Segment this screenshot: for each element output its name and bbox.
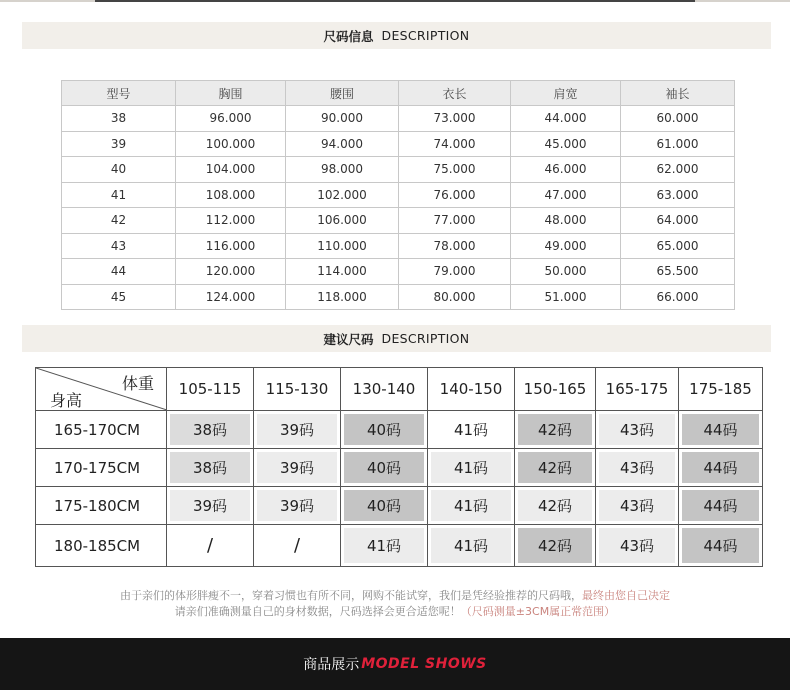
recommended-size	[431, 414, 511, 445]
recommend-cell	[167, 487, 254, 525]
recommend-cell	[515, 487, 596, 525]
size-table-cell: 116.000	[176, 233, 286, 259]
size-table-cell: 102.000	[286, 182, 399, 208]
size-label: 42码	[537, 537, 573, 555]
note-line-1	[0, 587, 790, 603]
size-label: 38码	[192, 459, 228, 477]
recommend-row	[36, 449, 763, 487]
size-table-cell: 74.000	[399, 131, 511, 157]
recommended-size	[344, 414, 424, 445]
size-table-header: 肩宽	[511, 81, 621, 106]
size-table-cell: 65.500	[621, 259, 735, 285]
height-range: 170-175CM	[36, 449, 167, 487]
recommended-size	[599, 414, 675, 445]
size-table-header: 腰围	[286, 81, 399, 106]
size-table	[61, 80, 735, 310]
size-table-cell: 90.000	[286, 106, 399, 132]
recommend-cell	[596, 449, 679, 487]
recommended-size	[344, 490, 424, 521]
size-label: 40码	[366, 421, 402, 439]
size-table-header: 胸围	[176, 81, 286, 106]
size-table-cell: 124.000	[176, 284, 286, 310]
weight-range: 140-150	[428, 368, 515, 411]
recommended-size	[257, 414, 337, 445]
size-table-cell: 45	[62, 284, 176, 310]
recommended-size	[257, 452, 337, 483]
size-table-cell: 46.000	[511, 157, 621, 183]
size-table-cell: 73.000	[399, 106, 511, 132]
recommend-cell	[428, 411, 515, 449]
model-shows-title-en: MODEL SHOWS	[361, 656, 487, 672]
note-line-2	[0, 603, 790, 619]
recommend-cell	[254, 411, 341, 449]
recommended-size	[518, 414, 592, 445]
size-table-row	[62, 157, 735, 183]
size-table-cell: 80.000	[399, 284, 511, 310]
size-label: 42码	[537, 497, 573, 515]
size-table-cell: 38	[62, 106, 176, 132]
recommend-row	[36, 411, 763, 449]
recommend-cell	[428, 449, 515, 487]
size-table-cell: 100.000	[176, 131, 286, 157]
size-label: 41码	[453, 497, 489, 515]
note-text: 由于亲们的体形胖瘦不一，穿着习惯也有所不同，网购不能试穿，我们是凭经验推荐的尺码哦，	[120, 589, 582, 602]
size-table-cell: 44	[62, 259, 176, 285]
size-table-cell: 63.000	[621, 182, 735, 208]
weight-range: 165-175	[596, 368, 679, 411]
size-label: 44码	[703, 497, 738, 515]
recommend-size-header	[22, 325, 771, 352]
size-label: 44码	[703, 537, 738, 555]
size-table-cell: 75.000	[399, 157, 511, 183]
size-label: 39码	[279, 459, 315, 477]
size-table-cell: 49.000	[511, 233, 621, 259]
size-label: 43码	[619, 421, 655, 439]
recommend-table	[35, 367, 763, 567]
recommended-size	[344, 452, 424, 483]
size-label: 43码	[619, 537, 655, 555]
size-table-row	[62, 208, 735, 234]
recommended-size	[599, 490, 675, 521]
recommended-size	[431, 452, 511, 483]
recommended-size	[431, 490, 511, 521]
size-label: 41码	[453, 421, 489, 439]
recommended-size	[431, 528, 511, 563]
model-shows-banner	[0, 638, 790, 690]
recommend-cell	[596, 487, 679, 525]
size-table-cell: 60.000	[621, 106, 735, 132]
recommend-row	[36, 487, 763, 525]
recommended-size	[518, 490, 592, 521]
size-table-cell: 40	[62, 157, 176, 183]
recommend-title-cn: 建议尺码	[323, 331, 374, 347]
size-table-cell: 41	[62, 182, 176, 208]
recommend-cell	[596, 525, 679, 567]
size-table-cell: 106.000	[286, 208, 399, 234]
recommend-cell	[515, 525, 596, 567]
size-table-cell: 94.000	[286, 131, 399, 157]
recommend-cell	[515, 449, 596, 487]
recommend-cell	[167, 525, 254, 567]
size-label: 42码	[537, 459, 573, 477]
recommend-cell	[167, 411, 254, 449]
size-table-header: 袖长	[621, 81, 735, 106]
size-table-cell: 51.000	[511, 284, 621, 310]
size-table-row	[62, 233, 735, 259]
size-table-cell: 98.000	[286, 157, 399, 183]
size-table-cell: 45.000	[511, 131, 621, 157]
size-table-row	[62, 259, 735, 285]
recommended-size	[257, 528, 337, 563]
recommended-size	[599, 528, 675, 563]
size-table-cell: 79.000	[399, 259, 511, 285]
size-table-cell: 118.000	[286, 284, 399, 310]
size-table-cell: 112.000	[176, 208, 286, 234]
size-label: 40码	[366, 459, 402, 477]
size-label: 39码	[279, 497, 315, 515]
weight-range: 115-130	[254, 368, 341, 411]
size-table-cell: 78.000	[399, 233, 511, 259]
size-table-cell: 47.000	[511, 182, 621, 208]
recommend-cell	[596, 411, 679, 449]
recommended-size	[518, 528, 592, 563]
size-table-cell: 66.000	[621, 284, 735, 310]
not-applicable-mark: /	[293, 535, 301, 556]
recommended-size	[257, 490, 337, 521]
recommended-size	[682, 528, 759, 563]
recommend-cell	[679, 449, 763, 487]
size-table-cell: 114.000	[286, 259, 399, 285]
recommend-cell	[679, 411, 763, 449]
size-table-cell: 42	[62, 208, 176, 234]
size-table-cell: 104.000	[176, 157, 286, 183]
size-table-header: 衣长	[399, 81, 511, 106]
size-label: 43码	[619, 497, 655, 515]
size-label: 39码	[279, 421, 315, 439]
size-table-cell: 43	[62, 233, 176, 259]
size-table-cell: 96.000	[176, 106, 286, 132]
note-highlight: 最终由您自己决定	[582, 589, 670, 602]
recommended-size	[344, 528, 424, 563]
recommended-size	[682, 414, 759, 445]
not-applicable-mark: /	[206, 535, 214, 556]
height-range: 165-170CM	[36, 411, 167, 449]
recommended-size	[599, 452, 675, 483]
recommend-cell	[254, 525, 341, 567]
size-label: 41码	[453, 459, 489, 477]
recommended-size	[518, 452, 592, 483]
size-table-cell: 50.000	[511, 259, 621, 285]
note-text: 请亲们准确测量自己的身材数据，尺码选择会更合适您呢！	[174, 605, 461, 618]
recommend-title-en: DESCRIPTION	[381, 331, 470, 346]
height-range: 175-180CM	[36, 487, 167, 525]
size-label: 41码	[366, 537, 402, 555]
weight-range: 150-165	[515, 368, 596, 411]
size-label: 43码	[619, 459, 655, 477]
size-table-cell: 48.000	[511, 208, 621, 234]
weight-range: 130-140	[341, 368, 428, 411]
height-range: 180-185CM	[36, 525, 167, 567]
top-border-accent	[95, 0, 695, 2]
size-label: 40码	[366, 497, 402, 515]
recommend-cell	[341, 449, 428, 487]
size-table-cell: 39	[62, 131, 176, 157]
size-label: 38码	[192, 421, 228, 439]
height-label: 身高	[50, 391, 83, 410]
recommend-cell	[428, 487, 515, 525]
size-table-row	[62, 131, 735, 157]
recommended-size	[682, 452, 759, 483]
recommend-cell	[515, 411, 596, 449]
size-table-cell: 64.000	[621, 208, 735, 234]
recommend-cell	[167, 449, 254, 487]
weight-range: 175-185	[679, 368, 763, 411]
size-table-header-row	[62, 81, 735, 106]
size-label: 44码	[703, 421, 738, 439]
recommend-cell	[341, 487, 428, 525]
size-table-cell: 61.000	[621, 131, 735, 157]
size-info-title-cn: 尺码信息	[323, 28, 374, 44]
size-label: 44码	[703, 459, 738, 477]
recommend-cell	[341, 525, 428, 567]
recommend-cell	[428, 525, 515, 567]
size-table-row	[62, 284, 735, 310]
size-label: 39码	[192, 497, 228, 515]
note-highlight: （尺码测量±3CM属正常范围）	[460, 605, 616, 618]
size-table-cell: 65.000	[621, 233, 735, 259]
size-label: 42码	[537, 421, 573, 439]
recommend-cell	[679, 525, 763, 567]
size-table-cell: 62.000	[621, 157, 735, 183]
size-table-row	[62, 182, 735, 208]
recommend-header-row	[36, 368, 763, 411]
recommend-cell	[254, 487, 341, 525]
weight-range: 105-115	[167, 368, 254, 411]
size-table-cell: 108.000	[176, 182, 286, 208]
size-table-cell: 76.000	[399, 182, 511, 208]
size-table-header: 型号	[62, 81, 176, 106]
size-table-cell: 110.000	[286, 233, 399, 259]
recommended-size	[170, 528, 250, 563]
recommend-cell	[341, 411, 428, 449]
recommended-size	[170, 452, 250, 483]
size-table-cell: 120.000	[176, 259, 286, 285]
recommend-row	[36, 525, 763, 567]
recommended-size	[682, 490, 759, 521]
size-label: 41码	[453, 537, 489, 555]
model-shows-title-cn: 商品展示	[303, 657, 360, 673]
recommend-cell	[254, 449, 341, 487]
size-info-title-en: DESCRIPTION	[381, 28, 470, 43]
recommend-cell	[679, 487, 763, 525]
weight-label: 体重	[121, 374, 154, 393]
size-info-header	[22, 22, 771, 49]
recommended-size	[170, 490, 250, 521]
size-table-row	[62, 106, 735, 132]
recommended-size	[170, 414, 250, 445]
size-table-cell: 44.000	[511, 106, 621, 132]
corner-cell	[36, 368, 167, 411]
size-table-cell: 77.000	[399, 208, 511, 234]
